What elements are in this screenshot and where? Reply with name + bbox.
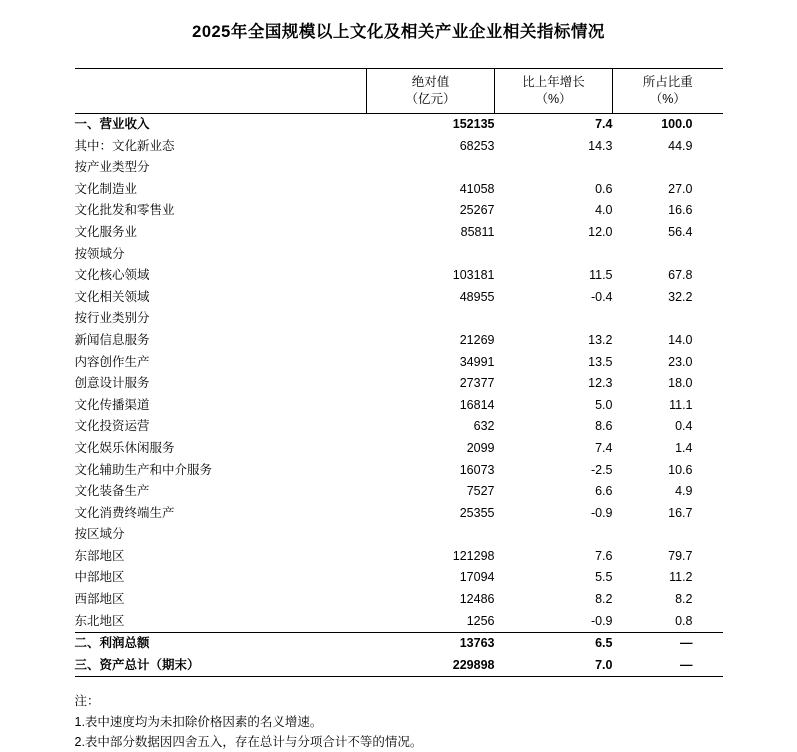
row-growth: 13.5 bbox=[588, 354, 613, 369]
table-row bbox=[75, 481, 723, 503]
row-share: 79.7 bbox=[668, 548, 693, 563]
header-cell-blank bbox=[75, 69, 367, 114]
row-share: 100.0 bbox=[661, 117, 693, 131]
row-value: 121298 bbox=[452, 548, 495, 563]
row-growth: 7.4 bbox=[595, 440, 613, 455]
row-growth bbox=[495, 524, 613, 546]
header-share-line1: 所占比重 bbox=[642, 75, 693, 89]
header-cell-share bbox=[613, 69, 723, 114]
document-page bbox=[0, 18, 797, 750]
row-share: 8.2 bbox=[675, 592, 693, 607]
table-header bbox=[75, 69, 723, 114]
row-growth: 5.5 bbox=[595, 570, 613, 585]
row-label: 文化制造业 bbox=[74, 181, 138, 196]
table-row bbox=[75, 157, 723, 179]
row-value: 7527 bbox=[466, 484, 495, 499]
table-row bbox=[75, 567, 723, 589]
table-row bbox=[75, 136, 723, 158]
statistics-table bbox=[75, 68, 723, 677]
row-growth: 8.2 bbox=[595, 592, 613, 607]
row-label: 创意设计服务 bbox=[74, 376, 150, 391]
table-row bbox=[75, 265, 723, 287]
row-share bbox=[613, 244, 723, 266]
row-share: 67.8 bbox=[668, 268, 693, 283]
row-value: 152135 bbox=[452, 117, 495, 131]
row-growth: 13.2 bbox=[588, 332, 613, 347]
row-growth: 5.0 bbox=[595, 397, 613, 412]
row-growth bbox=[495, 244, 613, 266]
row-label: 新闻信息服务 bbox=[74, 332, 150, 347]
row-growth: 14.3 bbox=[588, 138, 613, 153]
row-growth: -0.9 bbox=[590, 505, 613, 520]
row-growth: 0.6 bbox=[595, 181, 613, 196]
row-growth: 7.0 bbox=[495, 655, 613, 677]
row-share: 0.8 bbox=[675, 613, 693, 628]
table-notes bbox=[75, 691, 723, 752]
row-share: 16.7 bbox=[668, 505, 693, 520]
row-share: 44.9 bbox=[668, 138, 693, 153]
table-row bbox=[75, 633, 723, 655]
table-row bbox=[75, 395, 723, 417]
row-share: 14.0 bbox=[668, 332, 693, 347]
row-growth bbox=[495, 157, 613, 179]
row-growth: 7.6 bbox=[595, 548, 613, 563]
row-share: 23.0 bbox=[668, 354, 693, 369]
row-share: 4.9 bbox=[675, 484, 693, 499]
row-share: — bbox=[613, 633, 723, 655]
row-growth: 12.0 bbox=[588, 224, 613, 239]
table-row bbox=[75, 244, 723, 266]
row-value: 1256 bbox=[466, 613, 495, 628]
row-share: 10.6 bbox=[668, 462, 693, 477]
table-row bbox=[75, 352, 723, 374]
table-header-row bbox=[75, 69, 723, 114]
row-label: 一、营业收入 bbox=[74, 117, 150, 131]
row-label: 按行业类别分 bbox=[74, 311, 150, 326]
row-label: 按产业类型分 bbox=[74, 160, 150, 175]
row-share: 56.4 bbox=[668, 224, 693, 239]
row-share: 1.4 bbox=[675, 440, 693, 455]
table-row bbox=[75, 179, 723, 201]
statistics-table-container bbox=[75, 68, 723, 677]
table-row bbox=[75, 655, 723, 677]
row-label: 文化服务业 bbox=[74, 224, 138, 239]
row-value: 229898 bbox=[367, 655, 495, 677]
row-value: 21269 bbox=[459, 332, 495, 347]
row-value: 16814 bbox=[459, 397, 495, 412]
row-value: 34991 bbox=[459, 354, 495, 369]
notes-heading: 注： bbox=[74, 694, 100, 709]
row-growth: -2.5 bbox=[590, 462, 613, 477]
row-label: 三、资产总计（期末） bbox=[75, 655, 367, 677]
row-value: 27377 bbox=[459, 376, 495, 391]
header-value-line2: （亿元） bbox=[405, 92, 456, 106]
row-share bbox=[613, 157, 723, 179]
row-value: 17094 bbox=[459, 570, 495, 585]
row-label: 文化娱乐休闲服务 bbox=[74, 440, 175, 455]
note-line-2: 2.表中部分数据因四舍五入，存在总计与分项合计不等的情况。 bbox=[74, 735, 423, 750]
row-growth: -0.4 bbox=[590, 289, 613, 304]
row-growth: 6.5 bbox=[495, 633, 613, 655]
note-line-1: 1.表中速度均为未扣除价格因素的名义增速。 bbox=[74, 715, 323, 730]
row-share bbox=[613, 308, 723, 330]
row-label: 二、利润总额 bbox=[75, 633, 367, 655]
row-value: 25355 bbox=[459, 505, 495, 520]
row-share: 27.0 bbox=[668, 181, 693, 196]
row-share: 18.0 bbox=[668, 376, 693, 391]
row-growth: 7.4 bbox=[595, 117, 613, 131]
table-row bbox=[75, 611, 723, 633]
row-value: 48955 bbox=[459, 289, 495, 304]
row-label: 东北地区 bbox=[74, 613, 125, 628]
row-value: 13763 bbox=[367, 633, 495, 655]
header-growth-line2: （%） bbox=[535, 92, 572, 106]
row-label: 文化核心领域 bbox=[74, 268, 150, 283]
row-label: 按领域分 bbox=[74, 246, 125, 261]
row-growth: 4.0 bbox=[595, 203, 613, 218]
row-value: 16073 bbox=[459, 462, 495, 477]
row-label: 文化投资运营 bbox=[74, 419, 150, 434]
table-row bbox=[75, 546, 723, 568]
table-row bbox=[75, 222, 723, 244]
row-value bbox=[367, 524, 495, 546]
header-share-line2: （%） bbox=[649, 92, 686, 106]
row-value bbox=[367, 308, 495, 330]
header-value-line1: 绝对值 bbox=[411, 75, 450, 89]
row-value: 68253 bbox=[459, 138, 495, 153]
row-value: 41058 bbox=[459, 181, 495, 196]
row-label: 文化装备生产 bbox=[74, 484, 150, 499]
row-label: 文化辅助生产和中介服务 bbox=[74, 462, 213, 477]
table-row bbox=[75, 114, 723, 136]
row-value: 85811 bbox=[460, 224, 495, 239]
row-growth: -0.9 bbox=[590, 613, 613, 628]
row-label: 内容创作生产 bbox=[74, 354, 150, 369]
row-label: 文化相关领域 bbox=[74, 289, 150, 304]
row-value bbox=[367, 157, 495, 179]
row-label: 西部地区 bbox=[74, 592, 125, 607]
row-value: 25267 bbox=[459, 203, 495, 218]
table-row bbox=[75, 287, 723, 309]
page-title: 2025年全国规模以上文化及相关产业企业相关指标情况 bbox=[192, 23, 605, 41]
header-cell-value bbox=[367, 69, 495, 114]
table-row bbox=[75, 308, 723, 330]
row-label: 东部地区 bbox=[74, 548, 125, 563]
row-value: 12486 bbox=[459, 592, 495, 607]
table-row bbox=[75, 330, 723, 352]
table-row bbox=[75, 460, 723, 482]
row-label: 文化批发和零售业 bbox=[74, 203, 175, 218]
table-row bbox=[75, 589, 723, 611]
header-growth-line1: 比上年增长 bbox=[522, 75, 585, 89]
row-share bbox=[613, 524, 723, 546]
row-label: 中部地区 bbox=[74, 570, 125, 585]
row-share: 32.2 bbox=[668, 289, 693, 304]
table-row bbox=[75, 438, 723, 460]
table-row bbox=[75, 524, 723, 546]
row-label: 其中：文化新业态 bbox=[74, 138, 175, 153]
row-value bbox=[367, 244, 495, 266]
row-label: 文化消费终端生产 bbox=[74, 505, 175, 520]
row-growth bbox=[495, 308, 613, 330]
row-value: 632 bbox=[473, 419, 495, 434]
row-value: 2099 bbox=[466, 440, 495, 455]
row-share: 16.6 bbox=[668, 203, 693, 218]
table-body bbox=[75, 114, 723, 677]
row-label: 文化传播渠道 bbox=[74, 397, 150, 412]
row-share: 11.2 bbox=[669, 570, 693, 585]
header-cell-growth bbox=[495, 69, 613, 114]
row-share: 0.4 bbox=[675, 419, 693, 434]
row-growth: 8.6 bbox=[595, 419, 613, 434]
row-value: 103181 bbox=[452, 268, 495, 283]
row-share: — bbox=[613, 655, 723, 677]
row-label: 按区域分 bbox=[74, 527, 125, 542]
row-growth: 12.3 bbox=[588, 376, 613, 391]
table-row bbox=[75, 200, 723, 222]
table-row bbox=[75, 416, 723, 438]
row-growth: 6.6 bbox=[595, 484, 613, 499]
table-row bbox=[75, 503, 723, 525]
row-share: 11.1 bbox=[669, 397, 693, 412]
row-growth: 11.5 bbox=[589, 268, 613, 283]
table-row bbox=[75, 373, 723, 395]
